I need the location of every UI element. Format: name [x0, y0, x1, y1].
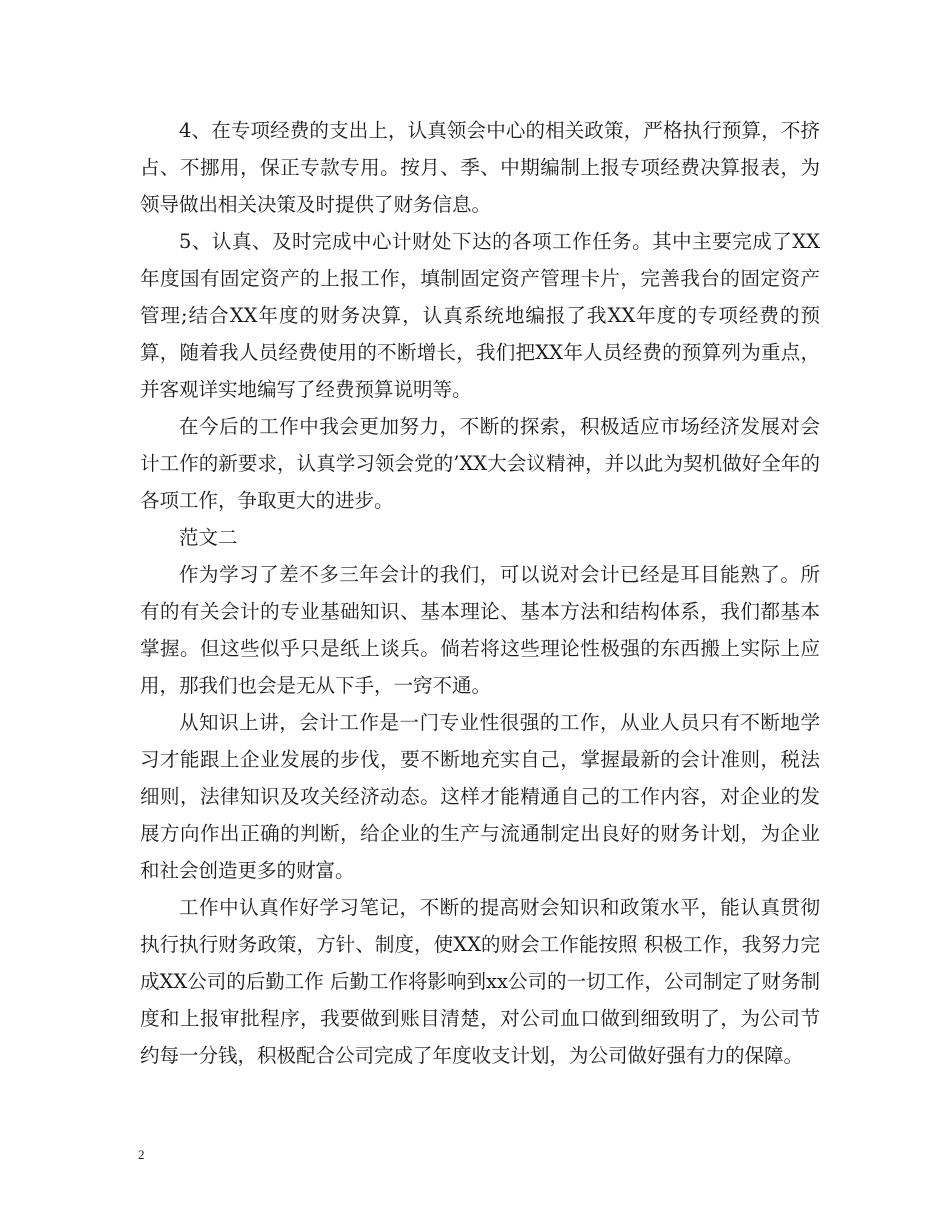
document-body	[140, 112, 820, 1074]
paragraph-work: 工作中认真作好学习笔记，不断的提高财会知识和政策水平，能认真贯彻执行执行财务政策，方针、制度，使XX的财会工作能按照 积极工作，我努力完成XX公司的后勤工作 后勤工作将影响到xx公司的一切工作，公司制定了财务制度和上报审批程序，我要做到账目清楚，对公司血口做到细致明了，为公司节约每一分钱，积极配合公司完成了年度收支计划，为公司做好强有力的保障。	[140, 896, 820, 1067]
paragraph-intro: 作为学习了差不多三年会计的我们，可以说对会计已经是耳目能熟了。所有的有关会计的专业基础知识、基本理论、基本方法和结构体系，我们都基本掌握。但这些似乎只是纸上谈兵。倘若将这些理论性极强的东西搬上实际上应用，那我们也会是无从下手，一窍不通。	[140, 563, 820, 697]
section-heading: 范文二	[179, 526, 238, 549]
paragraph-knowledge: 从知识上讲，会计工作是一门专业性很强的工作，从业人员只有不断地学习才能跟上企业发展的步伐，要不断地充实自己，掌握最新的会计准则，税法细则，法律知识及攻关经济动态。这样才能精通自己的工作内容，对企业的发展方向作出正确的判断，给企业的生产与流通制定出良好的财务计划，为企业和社会创造更多的财富。	[140, 711, 820, 882]
page-number: 2	[138, 1147, 145, 1162]
paragraph-item-5: 5、认真、及时完成中心计财处下达的各项工作任务。其中主要完成了XX年度国有固定资产的上报工作，填制固定资产管理卡片，完善我台的固定资产管理;结合XX年度的财务决算，认真系统地编报了我XX年度的专项经费的预算，随着我人员经费使用的不断增长，我们把XX年人员经费的预算列为重点，并客观详实地编写了经费预算说明等。	[140, 230, 820, 401]
paragraph-item-4: 4、在专项经费的支出上，认真领会中心的相关政策，严格执行预算，不挤占、不挪用，保正专款专用。按月、季、中期编制上报专项经费决算报表，为领导做出相关决策及时提供了财务信息。	[140, 119, 820, 216]
paragraph-conclusion: 在今后的工作中我会更加努力，不断的探索，积极适应市场经济发展对会计工作的新要求，认真学习领会党的’XX大会议精神，并以此为契机做好全年的各项工作，争取更大的进步。	[140, 415, 820, 512]
